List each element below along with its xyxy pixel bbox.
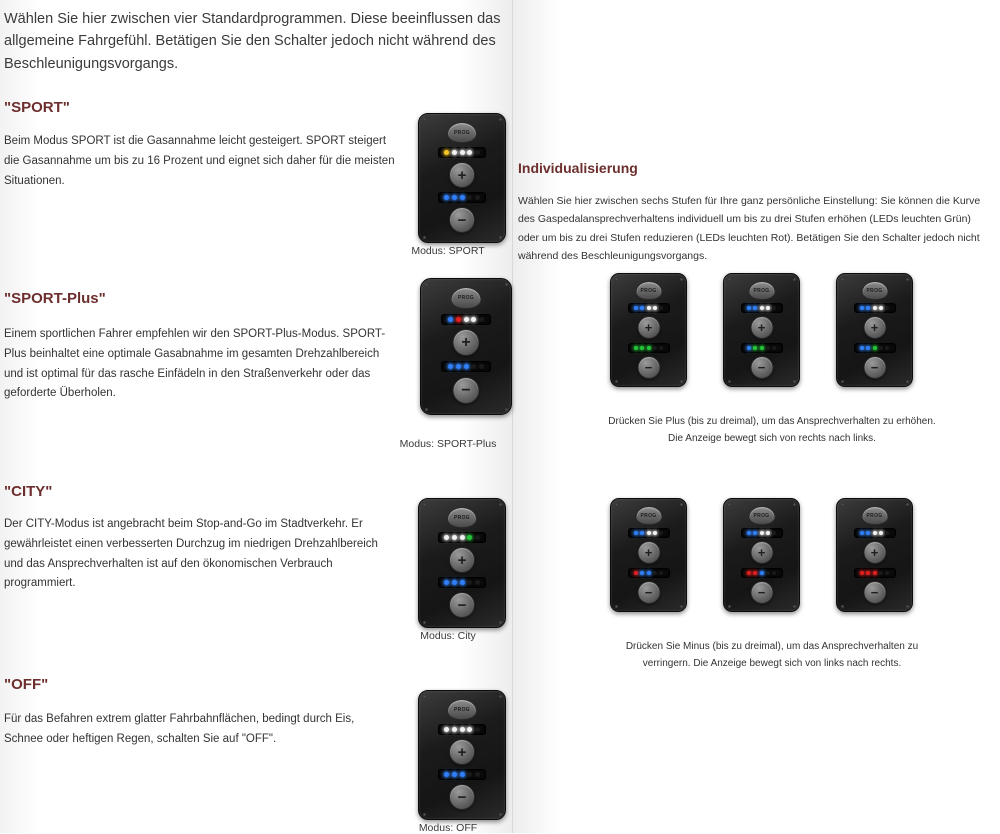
plus-button[interactable]: + <box>637 541 660 564</box>
led-indicator <box>475 772 480 777</box>
led-indicator <box>653 531 657 535</box>
led-indicator <box>456 364 461 369</box>
plus-button[interactable]: + <box>863 316 886 339</box>
screw-icon <box>680 380 683 383</box>
prog-button[interactable]: PROG <box>447 122 477 143</box>
minus-button[interactable]: − <box>750 356 773 379</box>
prog-button[interactable]: PROG <box>861 506 888 525</box>
led-indicator <box>460 535 465 540</box>
led-indicator <box>448 364 453 369</box>
plus-button[interactable]: + <box>449 162 475 188</box>
device-minus-step-3 <box>836 498 913 612</box>
led-indicator <box>879 346 883 350</box>
led-indicator <box>634 346 638 350</box>
led-indicator <box>452 195 457 200</box>
plus-button[interactable]: + <box>637 316 660 339</box>
led-indicator <box>475 727 480 732</box>
led-indicator <box>475 195 480 200</box>
led-indicator <box>467 772 472 777</box>
minus-button[interactable]: − <box>863 356 886 379</box>
led-indicator <box>747 306 751 310</box>
led-indicator <box>860 346 864 350</box>
minus-button[interactable]: − <box>449 207 475 233</box>
prog-button[interactable]: PROG <box>451 287 482 309</box>
led-indicator <box>753 306 757 310</box>
minus-button[interactable]: − <box>449 592 475 618</box>
led-indicator <box>475 150 480 155</box>
led-row-bottom <box>438 192 486 203</box>
led-indicator <box>647 306 651 310</box>
screw-icon <box>423 118 426 121</box>
section-title-sport-plus: "SPORT-Plus" <box>4 290 106 307</box>
led-indicator <box>760 531 764 535</box>
section-text-off: Für das Befahren extrem glatter Fahrbahnflächen, bedingt durch Eis, Schnee oder heftigen Regen, schalten Sie auf "OFF". <box>4 713 355 745</box>
screw-icon <box>841 503 844 506</box>
screw-icon <box>425 408 428 411</box>
prog-button[interactable]: PROG <box>635 281 662 300</box>
screw-icon <box>793 380 796 383</box>
led-indicator <box>452 580 457 585</box>
led-indicator <box>885 306 889 310</box>
section-title-city: "CITY" <box>4 483 53 500</box>
led-indicator <box>634 531 638 535</box>
screw-icon <box>906 605 909 608</box>
led-indicator <box>885 531 889 535</box>
screw-icon <box>793 503 796 506</box>
led-indicator <box>444 535 449 540</box>
led-indicator <box>467 195 472 200</box>
led-row-bottom <box>438 769 486 780</box>
led-indicator <box>866 531 870 535</box>
led-indicator <box>753 346 757 350</box>
minus-button[interactable]: − <box>449 784 475 810</box>
led-indicator <box>760 306 764 310</box>
screw-icon <box>615 503 618 506</box>
led-row-top <box>854 528 896 538</box>
led-indicator <box>772 571 776 575</box>
led-indicator <box>647 571 651 575</box>
led-indicator <box>659 531 663 535</box>
led-indicator <box>452 772 457 777</box>
led-row-bottom <box>854 343 896 353</box>
led-indicator <box>866 306 870 310</box>
led-row-bottom <box>628 343 670 353</box>
led-indicator <box>760 346 764 350</box>
led-indicator <box>479 364 484 369</box>
device-sport <box>418 113 506 243</box>
led-row-bottom <box>741 343 783 353</box>
led-indicator <box>640 346 644 350</box>
led-indicator <box>873 531 877 535</box>
screw-icon <box>728 503 731 506</box>
minus-button[interactable]: − <box>453 377 480 404</box>
screw-icon <box>906 278 909 281</box>
led-indicator <box>467 727 472 732</box>
led-indicator <box>452 150 457 155</box>
led-indicator <box>640 571 644 575</box>
led-row-top <box>628 303 670 313</box>
led-indicator <box>747 531 751 535</box>
screw-icon <box>423 813 426 816</box>
led-indicator <box>873 346 877 350</box>
led-indicator <box>452 535 457 540</box>
led-indicator <box>879 571 883 575</box>
led-indicator <box>448 317 453 322</box>
led-indicator <box>444 772 449 777</box>
led-indicator <box>772 531 776 535</box>
minus-button[interactable]: − <box>863 581 886 604</box>
individualisierung-text: Wählen Sie hier zwischen sechs Stufen für Ihre ganz persönliche Einstellung: Sie können die Kurve des Gaspedalansprechverhaltens individuell um bis zu drei Stufen erhöhen (LEDs leuchten Grün) oder um bis zu drei Stufen reduzieren (LEDs leuchten Rot). Betätigen Sie den Schalter jedoch nicht während des Beschleunigungsvorgangs. <box>518 195 981 263</box>
led-indicator <box>879 306 883 310</box>
led-indicator <box>467 580 472 585</box>
led-indicator <box>760 571 764 575</box>
led-row-top <box>854 303 896 313</box>
screw-icon <box>499 236 502 239</box>
screw-icon <box>499 118 502 121</box>
screw-icon <box>906 503 909 506</box>
plus-button[interactable]: + <box>750 541 773 564</box>
screw-icon <box>499 503 502 506</box>
section-title-off: "OFF" <box>4 676 49 693</box>
led-row-bottom <box>438 577 486 588</box>
section-title-sport: "SPORT" <box>4 99 70 116</box>
prog-button[interactable]: PROG <box>447 507 477 528</box>
led-row-bottom <box>441 361 491 372</box>
screw-icon <box>423 695 426 698</box>
screw-icon <box>615 380 618 383</box>
led-indicator <box>772 306 776 310</box>
screw-icon <box>505 283 508 286</box>
device-minus-step-2 <box>723 498 800 612</box>
caption-city: Modus: City <box>420 630 476 642</box>
led-indicator <box>860 531 864 535</box>
led-indicator <box>460 727 465 732</box>
device-plus-step-3 <box>836 273 913 387</box>
screw-icon <box>423 621 426 624</box>
device-off <box>418 690 506 820</box>
led-indicator <box>659 306 663 310</box>
individualisierung-title: Individualisierung <box>518 160 638 176</box>
minus-button[interactable]: − <box>750 581 773 604</box>
screw-icon <box>841 380 844 383</box>
led-indicator <box>471 364 476 369</box>
screw-icon <box>615 278 618 281</box>
device-city <box>418 498 506 628</box>
screw-icon <box>841 605 844 608</box>
led-indicator <box>766 306 770 310</box>
led-indicator <box>444 727 449 732</box>
led-indicator <box>640 306 644 310</box>
screw-icon <box>499 621 502 624</box>
screw-icon <box>423 236 426 239</box>
caption-sport-plus: Modus: SPORT-Plus <box>399 438 497 450</box>
led-indicator <box>444 580 449 585</box>
screw-icon <box>728 380 731 383</box>
plus-instruction-caption: Drücken Sie Plus (bis zu dreimal), um das Ansprechverhalten zu erhöhen. Die Anzeige bewegt sich von rechts nach links. <box>608 416 936 444</box>
led-row-top <box>438 147 486 158</box>
led-indicator <box>753 531 757 535</box>
prog-button[interactable]: PROG <box>861 281 888 300</box>
led-indicator <box>467 535 472 540</box>
led-indicator <box>647 531 651 535</box>
led-indicator <box>475 535 480 540</box>
led-indicator <box>766 346 770 350</box>
led-indicator <box>659 571 663 575</box>
screw-icon <box>505 408 508 411</box>
led-indicator <box>467 150 472 155</box>
led-indicator <box>444 150 449 155</box>
led-indicator <box>471 317 476 322</box>
screw-icon <box>841 278 844 281</box>
plus-button[interactable]: + <box>453 329 480 356</box>
led-indicator <box>766 531 770 535</box>
led-row-bottom <box>628 568 670 578</box>
minus-button[interactable]: − <box>637 581 660 604</box>
led-indicator <box>479 317 484 322</box>
device-plus-step-2 <box>723 273 800 387</box>
plus-button[interactable]: + <box>750 316 773 339</box>
screw-icon <box>793 278 796 281</box>
device-sport-plus <box>420 278 512 415</box>
led-indicator <box>753 571 757 575</box>
minus-instruction-caption: Drücken Sie Minus (bis zu dreimal), um das Ansprechverhalten zu verringern. Die Anzeige bewegt sich von links nach rechts. <box>625 641 919 669</box>
led-indicator <box>747 571 751 575</box>
led-indicator <box>653 346 657 350</box>
screw-icon <box>728 278 731 281</box>
screw-icon <box>499 813 502 816</box>
section-text-city: Der CITY-Modus ist angebracht beim Stop-and-Go im Stadtverkehr. Er gewährleistet einen verbesserten Durchzug im niedrigen Drehzahlbereich und das Ansprechverhalten ist auf den ökonomischen Verbrauch programmiert. <box>4 518 378 590</box>
led-row-top <box>438 724 486 735</box>
led-row-top <box>741 528 783 538</box>
led-indicator <box>885 346 889 350</box>
led-indicator <box>879 531 883 535</box>
led-indicator <box>460 580 465 585</box>
led-indicator <box>634 306 638 310</box>
plus-button[interactable]: + <box>449 739 475 765</box>
led-indicator <box>456 317 461 322</box>
screw-icon <box>615 605 618 608</box>
section-text-sport-plus: Einem sportlichen Fahrer empfehlen wir den SPORT-Plus-Modus. SPORT-Plus beinhaltet eine optimale Gasabnahme im gesamten Drehzahlbereich und ist optimal für das rasche Einfädeln in den Straßenverkehr oder das geforderte Überholen. <box>4 328 386 400</box>
led-indicator <box>444 195 449 200</box>
plus-button[interactable]: + <box>863 541 886 564</box>
led-indicator <box>634 571 638 575</box>
led-indicator <box>452 727 457 732</box>
device-plus-step-1 <box>610 273 687 387</box>
led-row-bottom <box>741 568 783 578</box>
intro-paragraph: Wählen Sie hier zwischen vier Standardprogrammen. Diese beeinflussen das allgemeine Fahrgefühl. Betätigen Sie den Schalter jedoch nicht während des Beschleunigungsvorgangs. <box>4 11 501 72</box>
led-indicator <box>640 531 644 535</box>
screw-icon <box>680 605 683 608</box>
screw-icon <box>499 695 502 698</box>
led-indicator <box>464 364 469 369</box>
screw-icon <box>425 283 428 286</box>
led-indicator <box>860 306 864 310</box>
screw-icon <box>906 380 909 383</box>
led-row-bottom <box>854 568 896 578</box>
led-indicator <box>653 571 657 575</box>
prog-button[interactable]: PROG <box>748 281 775 300</box>
led-indicator <box>873 571 877 575</box>
led-indicator <box>475 580 480 585</box>
led-indicator <box>464 317 469 322</box>
led-row-top <box>741 303 783 313</box>
led-row-top <box>438 532 486 543</box>
plus-button[interactable]: + <box>449 547 475 573</box>
caption-sport: Modus: SPORT <box>411 245 485 257</box>
led-row-top <box>441 314 491 325</box>
led-indicator <box>647 346 651 350</box>
screw-icon <box>793 605 796 608</box>
minus-button[interactable]: − <box>637 356 660 379</box>
led-indicator <box>659 346 663 350</box>
screw-icon <box>680 278 683 281</box>
screw-icon <box>423 503 426 506</box>
led-indicator <box>766 571 770 575</box>
led-indicator <box>460 772 465 777</box>
device-minus-step-1 <box>610 498 687 612</box>
led-row-top <box>628 528 670 538</box>
led-indicator <box>860 571 864 575</box>
prog-button[interactable]: PROG <box>635 506 662 525</box>
led-indicator <box>772 346 776 350</box>
led-indicator <box>653 306 657 310</box>
led-indicator <box>866 346 870 350</box>
screw-icon <box>728 605 731 608</box>
led-indicator <box>866 571 870 575</box>
caption-off: Modus: OFF <box>418 822 478 834</box>
led-indicator <box>460 195 465 200</box>
prog-button[interactable]: PROG <box>748 506 775 525</box>
led-indicator <box>460 150 465 155</box>
column-divider <box>512 0 513 833</box>
prog-button[interactable]: PROG <box>447 699 477 720</box>
screw-icon <box>680 503 683 506</box>
section-text-sport: Beim Modus SPORT ist die Gasannahme leicht gesteigert. SPORT steigert die Gasannahme um bis zu 16 Prozent und eignet sich daher für die meisten Situationen. <box>4 135 395 187</box>
led-indicator <box>885 571 889 575</box>
led-indicator <box>873 306 877 310</box>
led-indicator <box>747 346 751 350</box>
